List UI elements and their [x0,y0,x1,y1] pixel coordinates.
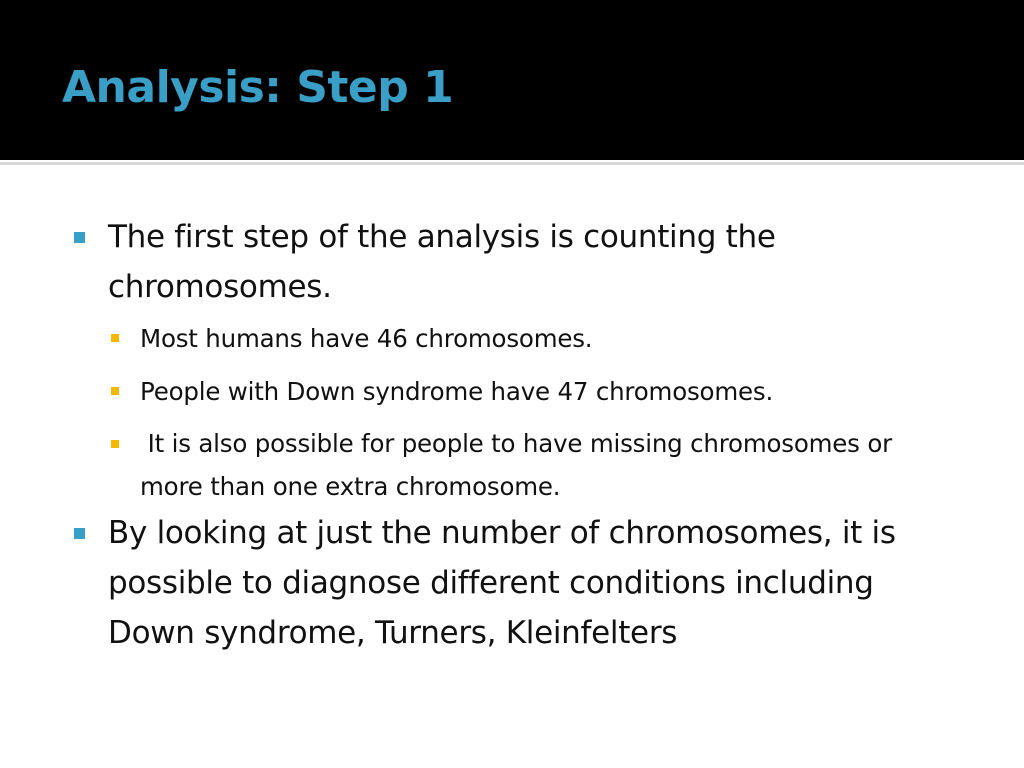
sub-bullet-item [0,369,960,414]
sub-bullet-item [0,316,960,361]
sub-bullet-text: People with Down syndrome have 47 chromosomes. [140,377,774,406]
bullet-item [0,212,948,312]
square-bullet-icon [111,334,119,342]
title-divider [0,162,1024,165]
title-band [0,0,1024,160]
bullet-text: The first step of the analysis is counting the chromosomes. [108,219,776,305]
bullet-item [0,508,948,658]
slide-body [0,212,1024,658]
square-bullet-icon [111,387,119,395]
sub-bullet-text: It is also possible for people to have missing chromosomes or more than one extra chromosome. [140,429,900,501]
square-bullet-icon [111,440,119,448]
sub-bullet-item [0,422,960,508]
square-bullet-icon [74,528,85,539]
sub-bullet-text: Most humans have 46 chromosomes. [140,324,593,353]
slide-title: Analysis: Step 1 [62,62,454,113]
bullet-text: By looking at just the number of chromosomes, it is possible to diagnose different conditions including Down syndrome, Turners, Kleinfelters [108,515,896,651]
square-bullet-icon [74,232,85,243]
sub-bullet-list [0,316,1024,508]
